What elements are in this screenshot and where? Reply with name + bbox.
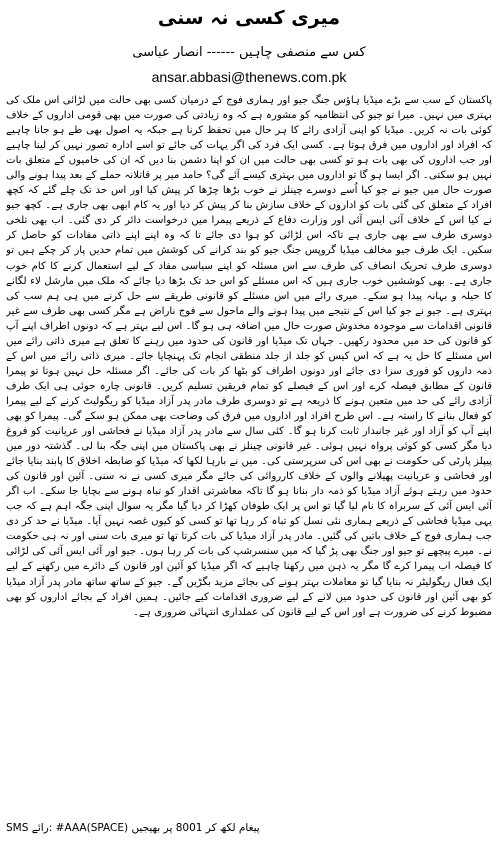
column-subtitle-author: کس سے منصفی چاہیں ------ انصار عباسی	[132, 45, 366, 60]
sms-feedback-note: SMS رائے: #AAA(SPACE) پیغام لکھ کر 8001 پر بھیجیں	[6, 822, 260, 834]
column-title: میری کسی نہ سنی	[157, 7, 341, 29]
article-paragraph: پاکستان کے سب سے بڑے میڈیا ہاؤس جنگ جیو اور ہماری فوج کے درمیان کسی بھی حالت میں لڑائی اس ملک کی بہتری میں نہیں۔ میرا تو جیو کی انتظامیہ کو مشورہ ہے کہ وہ زیادتی کی صورت میں بھی قومی اداروں کے خلاف کوئی بات نہ کریں۔ میڈیا کو اپنی آزادی رائے کا ہر حال میں تحفظ کرنا ہے جبکہ یہ اصول بھی طے ہو جانا چاہیے کہ افراد اور اداروں میں فرق ہوتا ہے۔ کسی ایک فرد کی اگر یہات کی جائے تو اسے ادارہ تصور نہیں کر لینا چاہیے اور جب اداروں کی بھی بات ہو تو کسی بھی حالت میں ان کو اپنا دشمن بنا دیں کہ ان کی خامیوں کے متعلق بات نہیں ہو سکتی۔ اگر ایسا ہو گا تو اداروں میں بہتری کیسے آئے گی؟ حامد میر پر قاتلانہ حملے کے بعد پیدا ہونے والی صورت حال میں جیو نے جو کیا اُسے دوسرے چینلز نے خوب بڑھا چڑھا کر پیش کیا اور اس حد تک چلے گئے کہ کچھ افراد کے متعلق کی گئی بات کو اداروں کے خلاف سازش بنا کر پیش کر دیا اور یہ کام ابھی بھی جاری ہے۔ کچھ جیو نے کیا اس کے خلاف آئی ایس آئی اور وزارت دفاع کے ذریعے پیمرا میں درخواست دائر کر دی گئی۔ اب بھی تلخی دوسری طرف سے بھی جاری ہے تاکہ اس لڑائی کو ہوا دی جائے تا کہ وہ اپنے اپنے ذاتی مفادات کو حاصل کر سکیں۔ ایک طرف جیو مخالف میڈیا گروپس جنگ جیو کو بند کرانے کی کوشش میں تمام حدیں پار کر چکے ہیں تو دوسری طرف تحریک انصاف کی طرف سے اس مسئلہ کو اپنے سیاسی مفاد کے لیے استعمال کرنے کا کام خوب جاری ہے۔ بھی کوششیں خوب جاری ہیں کہ اس مسئلے کو اس حد تک بڑھا دیا جائے کہ ملک میں مارشل لاء لگانے کا حیلہ و بہانہ پیدا ہو سکے۔ میری رائے میں اس مسئلے کو قانونی طریقے سے حل کرنے میں ہی ہم سب کی بہتری ہے۔ جیو نے جو کیا اس کے نتیجے میں پیدا ہونے والے ماحول سے فوج ناراض ہے مگر کسی بھی طرف سے غیر قانونی اقدامات سے موجودہ مخدوش صورت حال میں اضافہ ہی ہو گا۔ اس لیے بہتر ہے کہ دونوں اطراف اپنے آپ کو قانون کی حد میں محدود رکھیں۔ جہاں تک میڈیا اور قانون کی حدود میں رہنے کا تعلق ہے میری ذاتی رائے میں اس مسئلے کا حل یہ ہے کہ اس کیس کو جلد از جلد منطقی انجام تک پہنچایا جائے۔ میری ذاتی رائے میں اس کے ذمہ داروں کو فوری سزا دی جائے اور دونوں اطراف کو بٹھا کر بات کی جائے۔ اگر مسئلہ حل نہیں ہوتا تو پیمرا قانون کے مطابق فیصلہ کرے اور اس کے فیصلے کو تمام فریقین تسلیم کریں۔ قانونی چارہ جوئی ہی ایک طرف آزادی رائے کی حد میں متعین ہونے کا ذریعہ ہے تو دوسری طرف مادر پدر آزاد میڈیا کو ریگولیٹ کرنے کے لیے پیمرا کو فعال بنانے کا راستہ ہے۔ اس طرح افراد اور اداروں میں فرق کی وضاحت بھی ممکن ہو سکے گی۔ پیمرا کو بھی اپنے آپ کو آزاد اور غیر جانبدار ثابت کرنا ہو گا۔ کئی سال سے مادر پدر آزاد میڈیا نے فحاشی اور عریانیت کو فروغ دیا مگر کسی کو کوئی پرواہ نہیں ہوئی۔ غیر قانونی چینلز نے بھی پاکستان میں اپنی جگہ بنا لی۔ گذشتہ دور میں پیپلز پارٹی کی حکومت نے بھی اس کی سرپرستی کی۔ میں نے بارہا لکھا کہ میڈیا کو ضابطہ اخلاق کا پابند بنایا جائے اور فحاشی و عریانیت پھیلانے والوں کے خلاف کارروائی کی جائے مگر میری کسی نے نہ سنی۔ آئین اور قانون کی حدود میں رہتے ہوئے آزاد میڈیا کو ذمہ دار بنانا ہو گا تاکہ معاشرتی اقدار کو تباہ ہونے سے بچایا جا سکے۔ اب اگر آئی ایس آئی کے سربراہ کا نام لیا گیا تو اس پر ایک طوفان کھڑا کر دیا گیا مگر یہ سوال اپنی جگہ اہم ہے کہ جب یہی میڈیا فحاشی کے ذریعے ہماری نئی نسل کو تباہ کر رہا تھا تو کسی کو کیوں غصہ نہیں آیا۔ میڈیا نے حد کر دی جب ہماری فوج کے خلاف باتیں کی گئیں۔ مادر پدر آزاد میڈیا کی بات کرتا تھا تو میری بات سنی اور نہ ہی حکومت نے۔ میرے پیچھے تو جیو اور جنگ بھی پڑ گیا کہ میں سنسرشپ کی بات کر رہا ہوں۔ جیو اور آئی ایس آئی کی لڑائی کا فیصلہ اب پیمرا کرے گا مگر یہ ذہن میں رکھنا چاہیے کہ اگر میڈیا کو آئین اور قانون کے دائرے میں رکھنے کے لیے ایک فعال ریگولیٹر نہ بنایا گیا تو معاملات بہتر ہونے کی بجائے مزید بگڑیں گے۔ جیو کے ساتھ ساتھ مادر پدر آزاد میڈیا کو بھی آئین اور قانون کی حدود میں لانے کے لیے ضروری اقدامات کیے جائیں۔ ہمیں افراد کے بجائے اداروں کو بھی مضبوط کرنے کی ضرورت ہے اور اس کے لیے قانون کی عملداری انتہائی ضروری ہے۔	[6, 95, 492, 618]
author-email: ansar.abbasi@thenews.com.pk	[151, 69, 347, 85]
article-body	[6, 93, 492, 815]
